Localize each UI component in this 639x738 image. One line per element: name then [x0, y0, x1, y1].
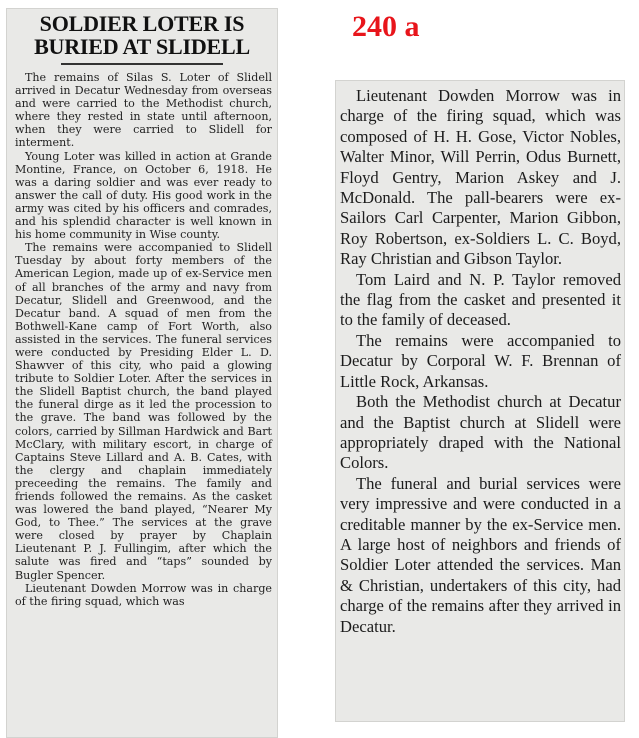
- page-number-label: 240 a: [352, 10, 420, 43]
- left-newspaper-clipping: [6, 8, 278, 738]
- article-paragraph: Young Loter was killed in action at Grande Montine, France, on October 6, 1918. He was a daring soldier and was ever ready to answer the call of duty. His good work in the army was cited by his officers and comrades, and his splendid character is well known in his home community in Wise county.: [15, 149, 272, 242]
- article-paragraph: Lieutenant Dowden Morrow was in charge of the firing squad, which was: [15, 581, 272, 608]
- article-paragraph: The remains were accompanied to Slidell Tuesday by about forty members of the American Legion, made up of ex-Service men of all branches of the army and navy from Decatur, Slidell and Greenwood, and the Decatur band. A squad of men from the Bothwell-Kane camp of Fort Worth, also assisted in the services. The funeral services were conducted by Presiding Elder L. D. Shawver of this city, who paid a glowing tribute to Soldier Loter. After the services in the Slidell Baptist church, the band played the funeral dirge as it led the procession to the grave. The band was followed by the colors, carried by Sillman Hardwick and Bart McClary, with military escort, in charge of Captains Steve Lillard and A. B. Cates, with the clergy and chaplain immediately preceeding the remains. The family and friends followed the remains. As the casket was lowered the band played, “Nearer My God, to Thee.” The services at the grave were closed by prayer by Chaplain Lieutenant P. J. Fullingim, after which the salute was fired and “taps” sounded by Bugler Spencer.: [15, 241, 272, 582]
- article-paragraph: Tom Laird and N. P. Taylor removed the flag from the casket and presented it to the family of deceased.: [340, 269, 621, 330]
- article-paragraph: The remains of Silas S. Loter of Slidell arrived in Decatur Wednesday from overseas and were carried to the Methodist church, where they rested in state until afternoon, when they were carried to Slidell for interment.: [15, 71, 272, 150]
- left-article-body: [6, 71, 278, 608]
- right-article-body: [335, 80, 625, 637]
- article-headline: SOLDIER LOTER IS BURIED AT SLIDELL: [34, 11, 250, 59]
- right-newspaper-clipping: [335, 80, 625, 722]
- article-paragraph: Lieutenant Dowden Morrow was in charge of the firing squad, which was composed of H. H. Gose, Victor Nobles, Walter Minor, Will Perrin, Odus Burnett, Floyd Gentry, Marion Askey and J. McDonald. The pall-bearers were ex-Sailors Carl Carpenter, Marion Gibbon, Roy Robertson, ex-Soldiers L. C. Boyd, Ray Christian and Gibson Taylor.: [340, 86, 621, 269]
- article-paragraph: The funeral and burial services were very impressive and were conducted in a creditable manner by the ex-Service men. A large host of neighbors and friends of Soldier Loter attended the services. Man & Christian, undertakers of this city, had charge of the remains after they arrived in Decatur.: [340, 473, 621, 636]
- article-paragraph: The remains were accompanied to Decatur by Corporal W. F. Brennan of Little Rock, Arkansas.: [340, 330, 621, 391]
- headline-divider: [61, 63, 223, 65]
- article-paragraph: Both the Methodist church at Decatur and the Baptist church at Slidell were appropriately draped with the National Colors.: [340, 392, 621, 473]
